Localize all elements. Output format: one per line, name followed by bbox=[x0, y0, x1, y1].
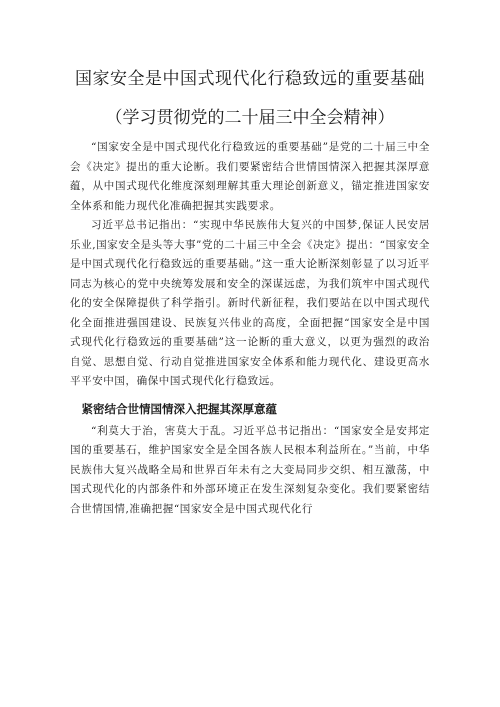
section-heading: 紧密结合世情国情深入把握其深厚意蕴 bbox=[81, 401, 277, 416]
body-paragraph: 习近平总书记指出：“实现中华民族伟大复兴的中国梦,保证人民安居乐业,国家安全是头等大事”党的二十届三中全会《决定》提出：“国家安全是中国式现代化行稳致远的重要基础。”这一重大论断深刻彰显了以习近平同志为核心的党中央统筹发展和安全的深谋远虑，为我们筑牢中国式现代化的安全保障提供了科学指引。新时代新征程，我们要站在以中国式现代化全面推进强国建设、民族复兴伟业的高度，全面把握“国家安全是中国式现代化行稳致远的重要基础”这一论断的重大意义，以更为强烈的政治自觉、思想自觉、行动自觉推进国家安全体系和能力现代化、建设更高水平平安中国，确保中国式现代化行稳致远。 bbox=[70, 219, 430, 387]
intro-paragraph: “国家安全是中国式现代化行稳致远的重要基础”是党的二十届三中全会《决定》提出的重大论断。我们要紧密结合世情国情深入把握其深厚意蕴，从中国式现代化维度深刻理解其重大理论创新意义，锚定推进国家安全体系和能力现代化准确把握其实践要求。 bbox=[70, 141, 430, 212]
document-subtitle: （学习贯彻党的二十届三中全会精神） bbox=[105, 108, 395, 128]
section-paragraph: “利莫大于治，害莫大于乱。习近平总书记指出：“国家安全是安邦定国的重要基石，维护国家安全是全国各族人民根本利益所在。”当前，中华民族伟大复兴战略全局和世界百年未有之大变局同步交织、相互激荡，中国式现代化的内部条件和外部环境正在发生深刻复杂变化。我们要紧密结合世情国情,准确把握“国家安全是中国式现代化行 bbox=[70, 424, 430, 515]
document-title: 国家安全是中国式现代化行稳致远的重要基础 bbox=[75, 69, 425, 89]
